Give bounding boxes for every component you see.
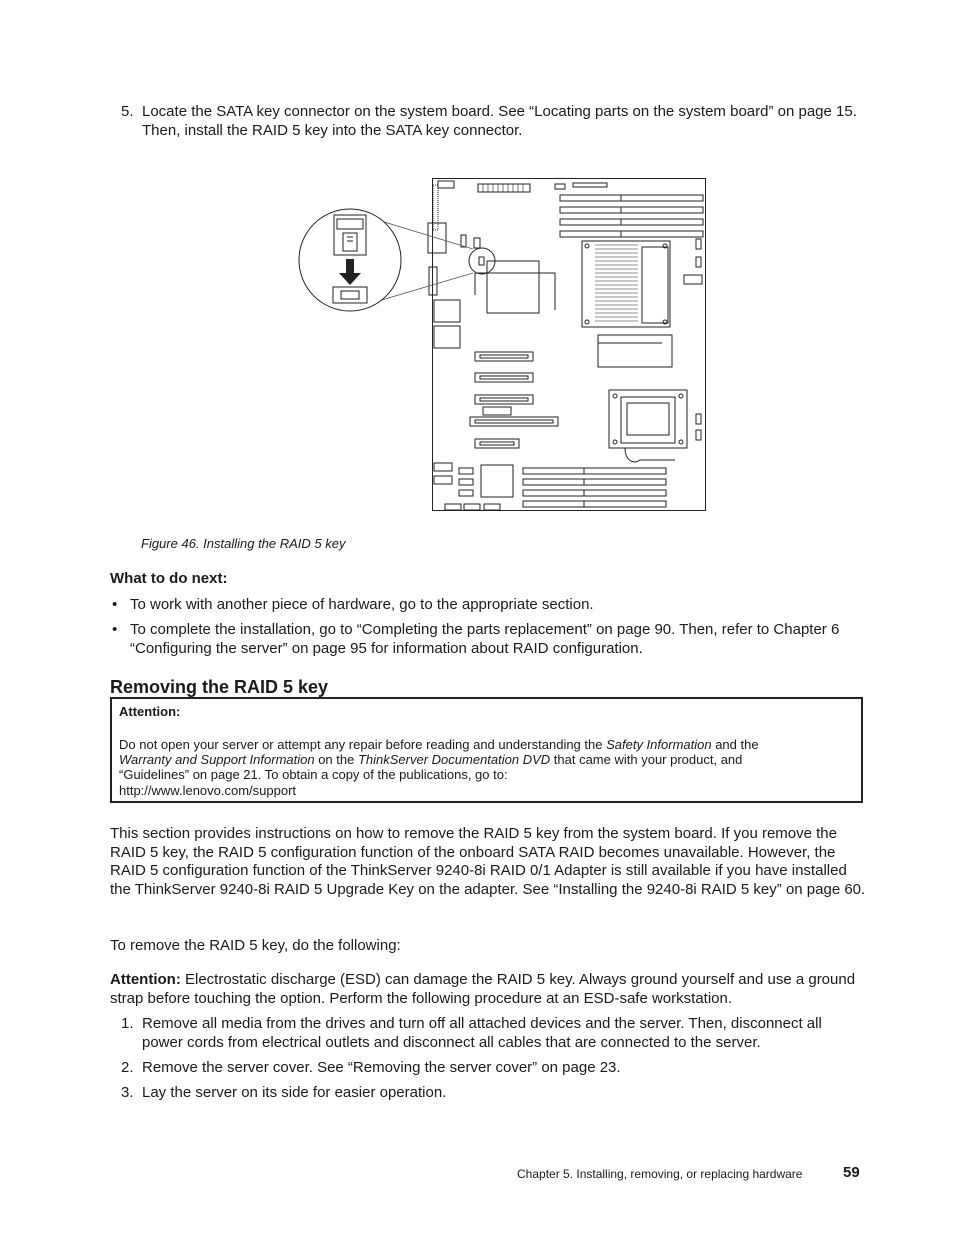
support-link[interactable]: http://www.lenovo.com/support (119, 783, 297, 798)
esd-attention-text: Electrostatic discharge (ESD) can damage the RAID 5 key. Always ground yourself and use a ground strap before touching the option. Perform the following procedure at an ESD-safe workstation. (110, 971, 856, 1007)
attention-line: Do not open your server or attempt any repair before reading and understanding the Safety Information and the (119, 737, 759, 752)
system-board-outline (433, 179, 706, 511)
bullet-text: To work with another piece of hardware, go to the appropriate section. (130, 596, 594, 613)
intro-paragraph: This section provides instructions on how to remove the RAID 5 key from the system board. If you remove the RAID 5 key, the RAID 5 configuration function of the onboard SATA RAID becomes unavailable. However, the RAID 5 configuration function of the ThinkServer 9240-8i RAID 0/1 Adapter is still available if you have installed the ThinkServer 9240-8i RAID 5 Upgrade Key on the adapter. See “Installing the 9240-8i RAID 5 key” on page 60. (110, 825, 866, 898)
raid-5-key-icon (334, 215, 366, 255)
step-text: Remove the server cover. See “Removing the server cover” on page 23. (142, 1059, 621, 1076)
attention-line: “Guidelines” on page 21. To obtain a copy of the publications, go to: (119, 767, 508, 782)
section-title: Removing the RAID 5 key (110, 677, 329, 697)
bullet-icon: • (112, 596, 118, 613)
page-number: 59 (843, 1164, 860, 1181)
esd-attention (110, 971, 866, 1008)
figure-caption: Figure 46. Installing the RAID 5 key (141, 536, 346, 551)
step-5 (121, 103, 866, 140)
bullet-text: To complete the installation, go to “Completing the parts replacement” on page 90. Then, refer to Chapter 6 “Configuring the server” on page 95 for information about RAID configuration. (130, 621, 840, 657)
bullet-icon: • (112, 621, 118, 638)
sata-key-connector-icon (333, 287, 367, 303)
step-1 (121, 1015, 866, 1052)
step-number: 5. (121, 103, 134, 120)
esd-attention-label: Attention: (110, 971, 181, 988)
system-board-figure (295, 175, 710, 515)
step-number: 3. (121, 1084, 134, 1101)
bullet-item (112, 621, 867, 658)
attention-label: Attention: (119, 704, 181, 719)
step-text: Remove all media from the drives and turn off all attached devices and the server. Then, disconnect all power cords from electrical outlets and disconnect all cables that are connected to the server. (142, 1015, 822, 1051)
attention-box (110, 697, 863, 803)
footer-chapter: Chapter 5. Installing, removing, or replacing hardware (517, 1167, 803, 1181)
step-number: 2. (121, 1059, 134, 1076)
attention-line: Warranty and Support Information on the ThinkServer Documentation DVD that came with your product, and (119, 752, 743, 767)
step-text: Lay the server on its side for easier operation. (142, 1084, 447, 1101)
step-text: Locate the SATA key connector on the system board. See “Locating parts on the system board” on page 15. Then, install the RAID 5 key into the SATA key connector. (142, 103, 857, 139)
step-number: 1. (121, 1015, 134, 1032)
step-2 (121, 1059, 866, 1078)
what-to-do-next-heading: What to do next: (110, 570, 228, 587)
bullet-item (112, 596, 867, 615)
step-3 (121, 1084, 866, 1103)
procedure-intro: To remove the RAID 5 key, do the following: (110, 937, 401, 954)
